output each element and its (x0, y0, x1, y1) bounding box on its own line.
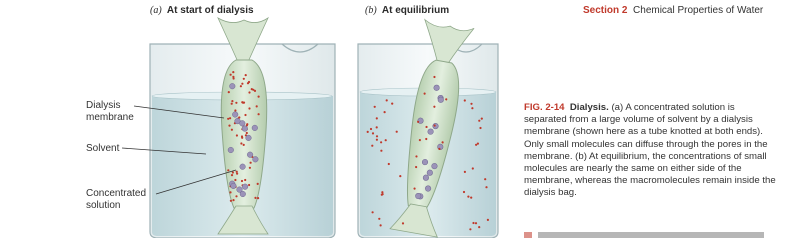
small-molecule (382, 193, 384, 195)
small-molecule (250, 162, 252, 164)
small-molecule (471, 107, 473, 109)
small-molecule (376, 135, 378, 137)
small-molecule (235, 195, 237, 197)
small-molecule (234, 179, 236, 181)
small-molecule (484, 178, 486, 180)
small-molecule (246, 132, 248, 134)
small-molecule (367, 131, 369, 133)
small-molecule (227, 169, 229, 171)
small-molecule (248, 91, 250, 93)
small-molecule (236, 134, 238, 136)
figure-title: Dialysis. (569, 102, 609, 113)
small-molecule (231, 174, 233, 176)
small-molecule (235, 102, 237, 104)
small-molecule (380, 150, 382, 152)
small-molecule (245, 74, 247, 76)
small-molecule (242, 102, 244, 104)
small-molecule (472, 167, 474, 169)
small-molecule (467, 196, 469, 198)
small-molecule (258, 96, 260, 98)
label-dialysis-membrane: Dialysis membrane (86, 100, 134, 123)
macromolecule (240, 191, 246, 197)
small-molecule (229, 117, 231, 119)
figure-caption-text: (a) A concentrated solution is separated from a large volume of solvent by a dialysis membrane (shown here as a tube knotted at both ends). Only small molecules can diffuse through the pores in the membrane. (b) At equilibrium, the concentrations of small molecules are nearly the same on either side of the membrane, whereas the macromolecules remain inside the dialysis bag. (524, 102, 776, 199)
macromolecule (230, 83, 236, 89)
small-molecule (376, 117, 378, 119)
small-molecule (481, 118, 483, 120)
small-molecule (241, 135, 243, 137)
small-molecule (249, 167, 251, 169)
small-molecule (252, 89, 254, 91)
small-molecule (380, 224, 382, 226)
small-molecule (384, 111, 386, 113)
section-number: Section 2 (583, 5, 628, 16)
small-molecule (232, 71, 234, 73)
figure-label: FIG. 2-14 (524, 102, 565, 113)
small-molecule (370, 128, 372, 130)
small-molecule (232, 76, 234, 78)
small-molecule (231, 100, 233, 102)
small-molecule (231, 129, 233, 131)
small-molecule (254, 197, 256, 199)
macromolecule (228, 147, 234, 153)
small-molecule (479, 127, 481, 129)
macromolecule (240, 121, 246, 127)
small-molecule (475, 222, 477, 224)
small-molecule (374, 106, 376, 108)
small-molecule (257, 183, 259, 185)
small-molecule (381, 191, 383, 193)
small-molecule (231, 103, 233, 105)
small-molecule (475, 144, 477, 146)
small-molecule (228, 125, 230, 127)
small-molecule (236, 173, 238, 175)
cut-off-next-question (524, 232, 779, 238)
small-molecule (257, 197, 259, 199)
small-molecule (230, 200, 232, 202)
beaker-b (358, 20, 498, 238)
small-molecule (380, 141, 382, 143)
panel-b-title-text: At equilibrium (381, 5, 450, 16)
panel-b-letter: (b) (365, 5, 377, 16)
macromolecule (247, 152, 253, 158)
small-molecule (402, 222, 404, 224)
small-molecule (241, 180, 243, 182)
small-molecule (470, 103, 472, 105)
small-molecule (236, 171, 238, 173)
macromolecule (246, 135, 252, 141)
small-molecule (469, 228, 471, 230)
small-molecule (244, 114, 246, 116)
small-molecule (464, 171, 466, 173)
small-molecule (487, 219, 489, 221)
small-molecule (229, 191, 231, 193)
small-molecule (378, 218, 380, 220)
small-molecule (240, 142, 242, 144)
macromolecule (240, 164, 246, 170)
label-concentrated-solution: Concentrated solution (86, 188, 147, 211)
macromolecule (231, 183, 237, 189)
small-molecule (248, 107, 250, 109)
macromolecule (242, 184, 248, 190)
small-molecule (464, 99, 466, 101)
small-molecule (391, 103, 393, 105)
small-molecule (228, 91, 230, 93)
beaker-a (150, 18, 335, 238)
small-molecule (376, 126, 378, 128)
small-molecule (232, 171, 234, 173)
macromolecule (252, 125, 258, 131)
small-molecule (478, 226, 480, 228)
small-molecule (372, 211, 374, 213)
small-molecule (371, 145, 373, 147)
section-title: Chemical Properties of Water (633, 5, 764, 16)
small-molecule (477, 143, 479, 145)
small-molecule (478, 120, 480, 122)
small-molecule (248, 184, 250, 186)
small-molecule (243, 144, 245, 146)
small-molecule (244, 179, 246, 181)
small-molecule (234, 109, 236, 111)
small-molecule (463, 191, 465, 193)
label-solvent: Solvent (86, 143, 120, 154)
small-molecule (247, 82, 249, 84)
small-molecule (241, 83, 243, 85)
small-molecule (258, 113, 260, 115)
macromolecule (242, 126, 248, 132)
small-molecule (232, 199, 234, 201)
figure-caption (524, 102, 779, 200)
macromolecule (253, 157, 259, 163)
small-molecule (388, 163, 390, 165)
small-molecule (372, 132, 374, 134)
small-molecule (485, 186, 487, 188)
small-molecule (470, 197, 472, 199)
small-molecule (230, 74, 232, 76)
small-molecule (246, 123, 248, 125)
small-molecule (386, 99, 388, 101)
small-molecule (396, 131, 398, 133)
small-molecule (399, 175, 401, 177)
panel-a-letter: (a) (150, 5, 162, 16)
macromolecule (232, 112, 238, 118)
small-molecule (376, 139, 378, 141)
small-molecule (227, 118, 229, 120)
small-molecule (472, 222, 474, 224)
small-molecule (385, 139, 387, 141)
panel-a-title-text: At start of dialysis (166, 5, 254, 16)
small-molecule (256, 105, 258, 107)
small-molecule (243, 78, 245, 80)
small-molecule (240, 85, 242, 87)
